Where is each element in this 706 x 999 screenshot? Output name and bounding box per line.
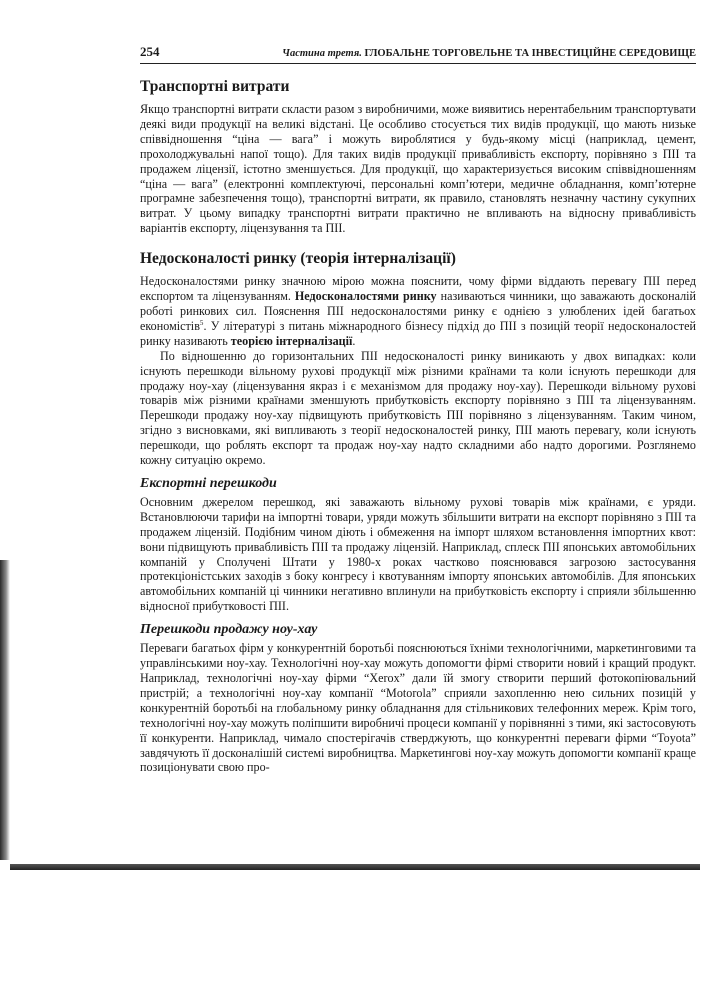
- running-head-title: [282, 48, 696, 59]
- section-heading-market-imperfections: Недосконалості ринку (теорія інтерналізації): [140, 250, 456, 268]
- paragraph-transport: Якщо транспортні витрати скласти разом з виробничими, може виявитись нерентабельним транспортувати деякі види продукції на великі відстані. Це особливо стосується тих видів продукції, що мають низьке співвідношення “ціна — вага” і можуть вироблятися у будь-якому місці (наприклад, цемент, прохолоджувальні напої тощо). Для таких видів продукції привабливість експорту, порівняно з ПІІ та продажем ліцензії, істотно зменшується. Для продукції, що характеризується високим співвідношенням “ціна — вага” (електронні комплектуючі, персональні комп’ютери, медичне обладнання, комп’ютерне програмне забезпечення тощо), транспортні витрати, як правило, становлять незначну частину сукупних витрат. У цьому випадку транспортні витрати практично не впливають на відносну привабливість варіантів експорту, ліцензування та ПІІ.: [140, 102, 696, 236]
- scan-edge-shadow: [0, 560, 10, 860]
- subheading-knowhow-barriers: Перешкоди продажу ноу-хау: [140, 622, 318, 638]
- part-label: Частина третя.: [282, 48, 362, 59]
- text-run: . У літературі з питань міжнародного бізнесу підхід до ПІІ з позицій теорії недосконалостей ринку називають: [140, 318, 696, 348]
- running-head: [140, 44, 696, 64]
- paragraph-imperfections-2: По відношенню до горизонтальних ПІІ недосконалості ринку виникають у двох випадках: коли існують перешкоди вільному рухові продукції між різними країнами та коли існують перешкоди для продажу ноу-хау (ліцензування якраз і є механізмом для продажу ноу-хау). Перешкоди вільному рухові товарів між різними країнами зменшують прибутковість експорту порівняно з ПІІ та ліцензуванням. Перешкоди продажу ноу-хау підвищують прибутковість ПІІ порівняно з ліцензуванням. Таким чином, згідно з висновками, які випливають з теорії недосконалостей ринку, ПІІ мають перевагу, коли існують перешкоди, що роблять експорт та продаж ноу-хау надто складними або надто дорогими. Розглянемо кожну ситуацію окремо.: [140, 348, 696, 468]
- text-run: Недосконалостями ринку значною мірою можна пояснити, чому фірми віддають перевагу ПІІ перед експортом та ліцензуванням.: [140, 274, 696, 304]
- text-run: називаються чинники, що заважають досконалій роботі ринкових сил. Пояснення ПІІ недосконалостями ринку є однією з улюблених ідей багатьох економістів: [140, 289, 696, 333]
- paragraph-export-barriers: Основним джерелом перешкод, які заважають вільному рухові товарів між країнами, є уряди. Встановлюючи тарифи на імпортні товари, уряди можуть збільшити витрати на експорт порівняно з ПІІ та продажем ліцензій. Подібним чином діють і обмеження на імпорт шляхом встановлення імпортних квот: вони підвищують привабливість ПІІ та продажу ліцензій. Наприклад, сплеск ПІІ японських автомобільних компаній у Сполучені Штати у 1980-х роках частково пояснювався загрозою застосування протекціоністських заходів з боку конгресу і квотуванням імпорту японських автомобілів. Для японських автомобільних компаній ці чинники негативно вплинули на прибутковість експорту і сприяли збільшенню відносної прибутковості ПІІ.: [140, 494, 696, 614]
- subheading-export-barriers: Експортні перешкоди: [140, 475, 277, 491]
- paragraph-imperfections-1: [140, 274, 696, 349]
- term-internalization-theory: теорією інтерналізації: [230, 333, 353, 348]
- section-heading-transport: Транспортні витрати: [140, 78, 290, 95]
- term-market-imperfections: Недосконалостями ринку: [294, 289, 437, 304]
- chapter-title: ГЛОБАЛЬНЕ ТОРГОВЕЛЬНЕ ТА ІНВЕСТИЦІЙНЕ СЕРЕДОВИЩЕ: [364, 48, 696, 59]
- book-page: [140, 44, 696, 775]
- paragraph-knowhow-barriers: Переваги багатьох фірм у конкурентній боротьбі пояснюються їхніми технологічними, маркетинговими та управлінськими ноу-хау. Технологічні ноу-хау можуть допомогти фірмі створити новий і кращий продукт. Наприклад, технологічні ноу-хау фірми “Xerox” дали їй змогу створити перший фотокопіювальний пристрій; а технологічні ноу-хау компанії “Motorola” сприяли захопленню нею сильних позицій у конкурентній боротьбі на глобальному ринку обладнання для стільникових телефонних мереж. Крім того, технологічні ноу-хау можуть поліпшити виробничі процеси компанії у порівнянні з тими, які застосовують її конкуренти. Наприклад, чимало спостерігачів стверджують, що конкурентні переваги фірми “Toyota” завдячують її досконалішій системі виробництва. Маркетингові ноу-хау можуть допомогти компанії краще позиціонувати свою про-: [140, 641, 696, 775]
- footnote-ref: 5: [199, 318, 204, 327]
- page-number: 254: [140, 44, 160, 59]
- scan-bottom-edge: [10, 864, 700, 870]
- text-run: .: [352, 333, 356, 348]
